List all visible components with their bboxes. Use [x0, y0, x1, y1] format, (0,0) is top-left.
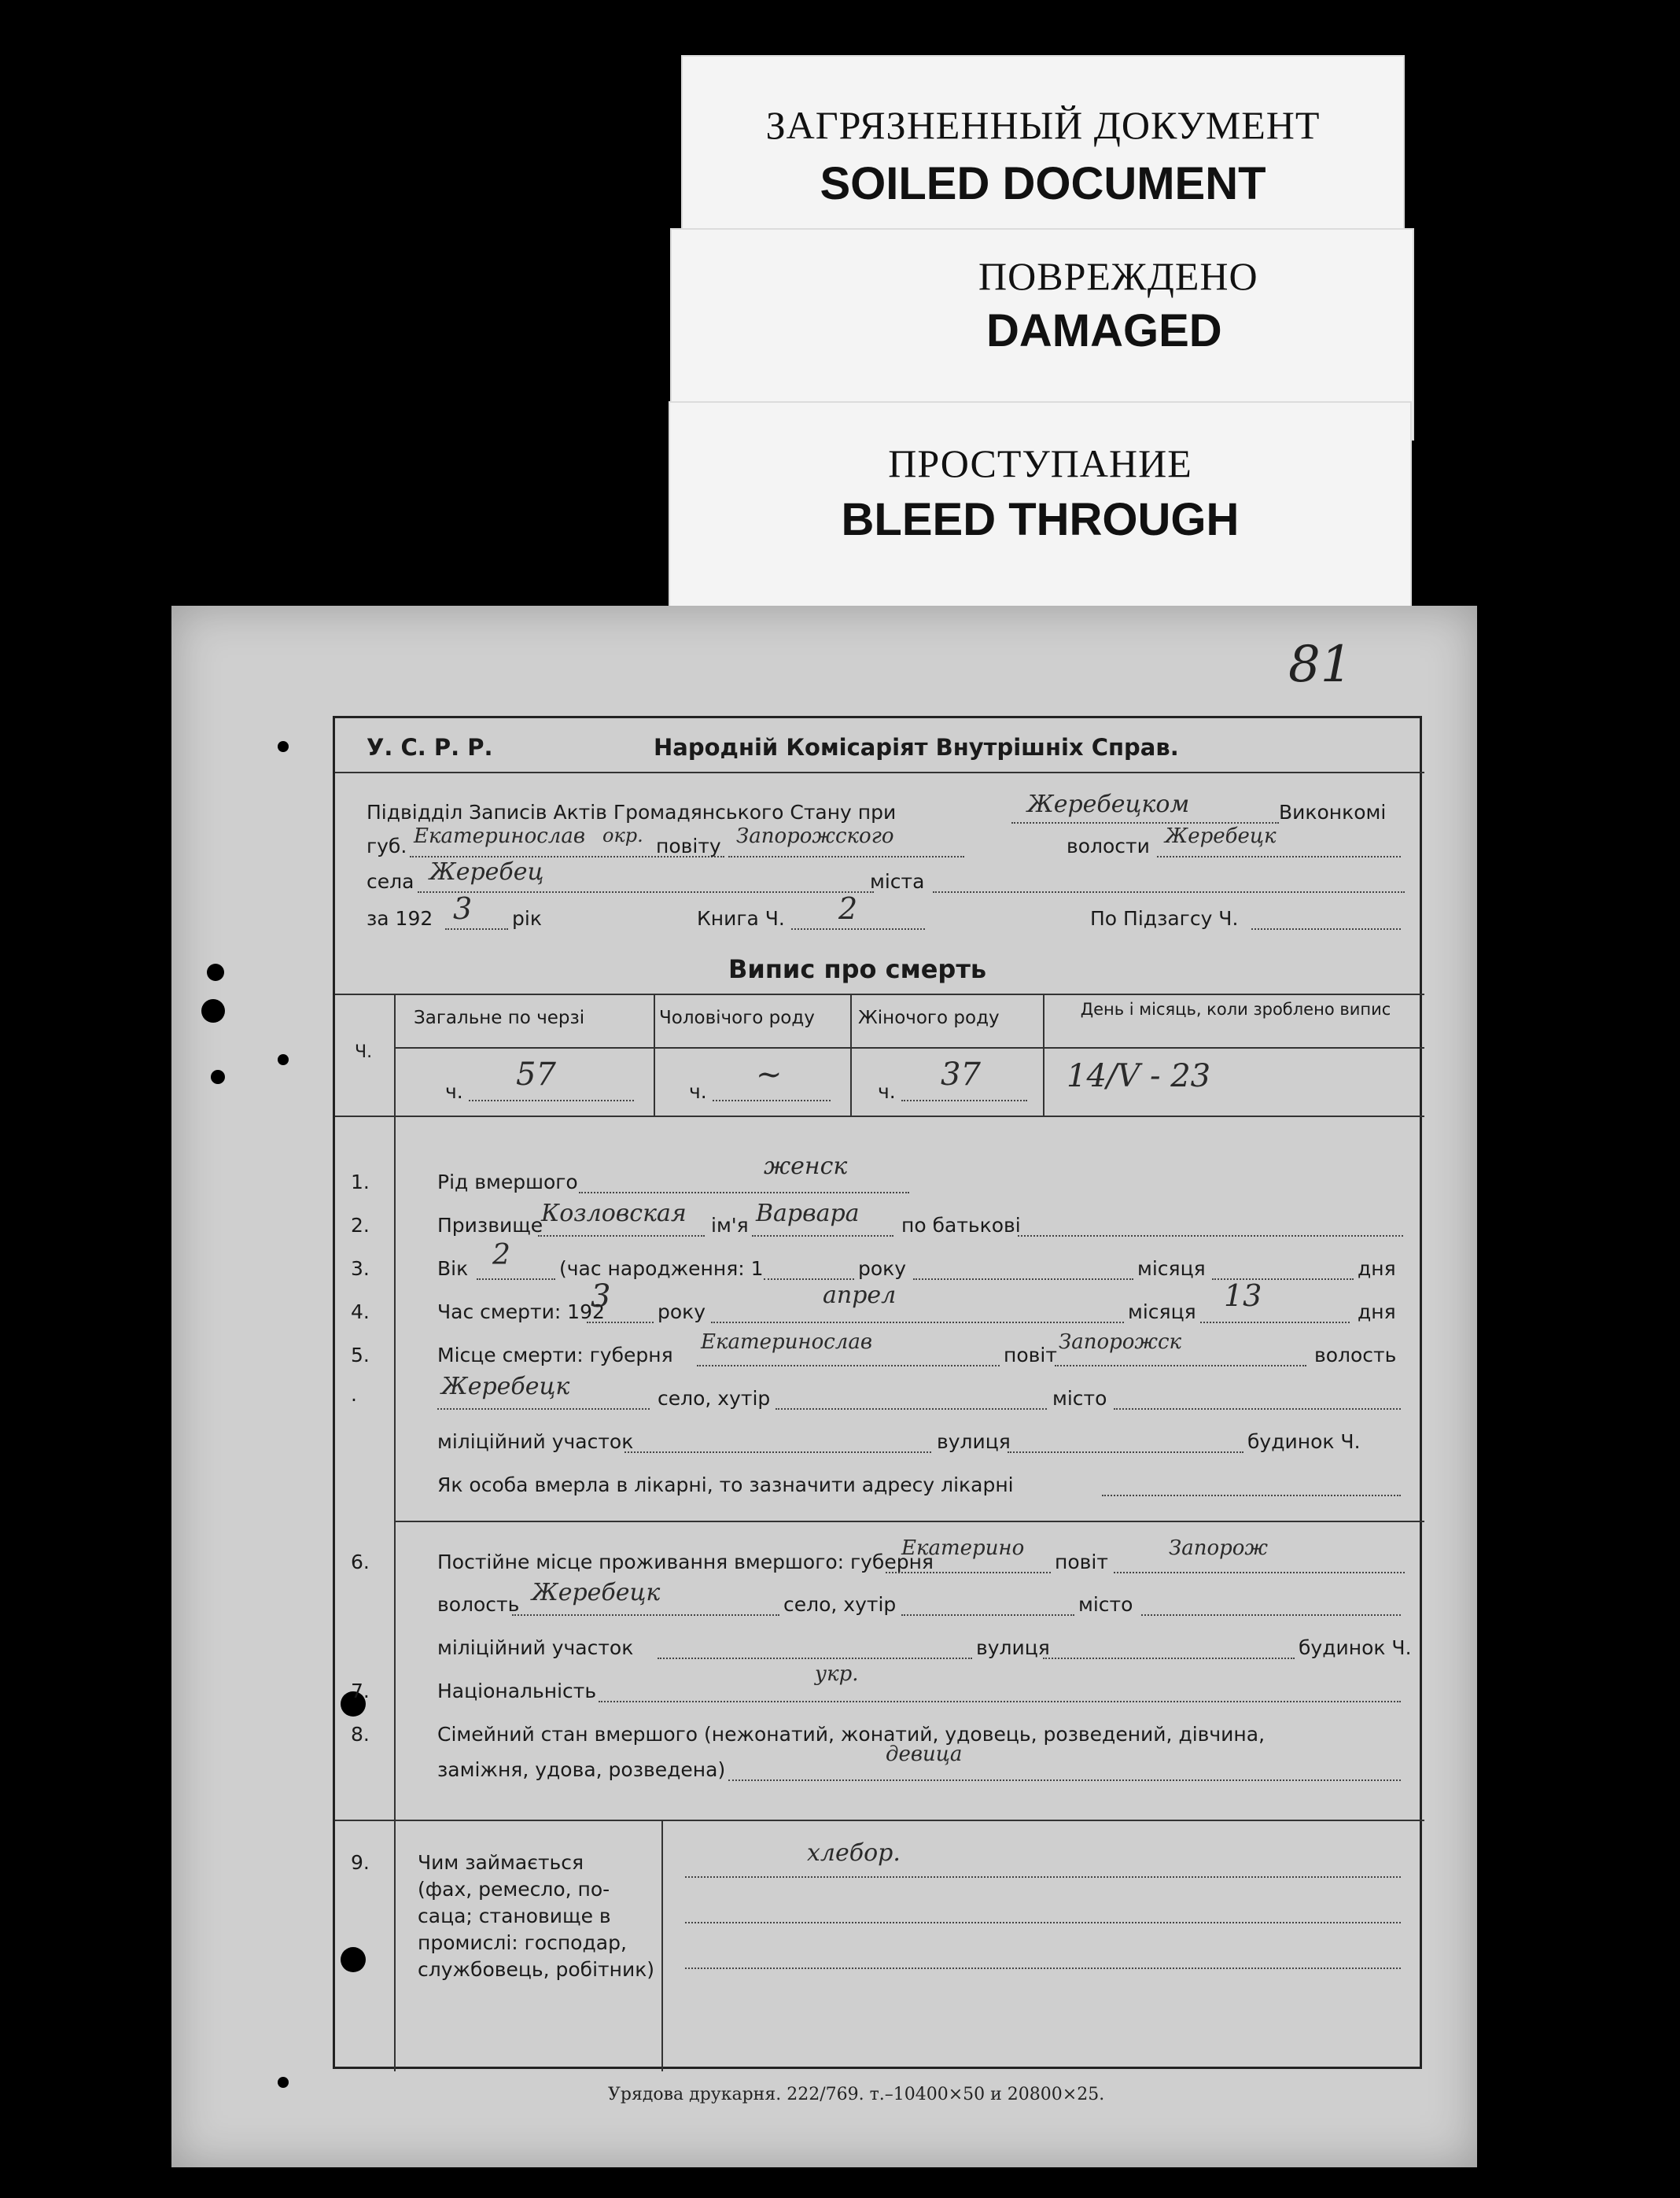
- printer-footer: Урядова друкарня. 222/769. т.–10400×50 и 20800×25.: [608, 2085, 1105, 2104]
- residence-village-label: село, хутір: [783, 1593, 897, 1616]
- marital-status-label: Сімейний стан вмершого (нежонатий, жонатий, удовець, розведений, дівчина,: [437, 1723, 1266, 1746]
- bleed-label-en: BLEED THROUGH: [841, 494, 1240, 545]
- death-place-povit-value: Запорожск: [1059, 1330, 1182, 1354]
- female-num-prefix: ч.: [878, 1080, 896, 1103]
- row-number: .: [351, 1383, 357, 1406]
- book-label: Книга Ч.: [697, 907, 785, 930]
- document-title: Випис про смерть: [728, 954, 987, 984]
- death-record-form: [333, 716, 1422, 2069]
- death-place-village-value: Жеребецк: [441, 1373, 570, 1400]
- birth-year-label: року: [858, 1257, 907, 1280]
- first-name-value: Варвара: [756, 1200, 860, 1227]
- death-place-label: Місце смерти: губерня: [437, 1344, 673, 1366]
- deceased-gender-label: Рід вмершого: [437, 1171, 578, 1193]
- row-number: 4.: [351, 1300, 370, 1323]
- damaged-label-en: DAMAGED: [986, 305, 1222, 356]
- residence-house-label: будинок Ч.: [1299, 1636, 1412, 1659]
- death-year-label: року: [658, 1300, 706, 1323]
- ministry-header: Народній Комісаріят Внутрішніх Справ.: [654, 734, 1179, 761]
- residence-povit-value: Запорож: [1169, 1536, 1268, 1560]
- subsection-label: По Підзагсу Ч.: [1090, 907, 1239, 930]
- marital-status-label-2: заміжня, удова, розведена): [437, 1758, 726, 1781]
- death-place-gub-value: Екатеринослав: [701, 1330, 872, 1354]
- residence-volost-value: Жеребецк: [532, 1579, 661, 1606]
- death-militia-label: міліційний участок: [437, 1430, 634, 1453]
- surname-value: Козловская: [541, 1200, 687, 1227]
- book-value: 2: [838, 891, 858, 926]
- office-value: Жеребецком: [1027, 791, 1190, 818]
- row-number: 8.: [351, 1723, 370, 1746]
- birth-day-label: дня: [1358, 1257, 1396, 1280]
- total-num-prefix: ч.: [445, 1080, 463, 1103]
- residence-povit-label: повіт: [1055, 1551, 1108, 1573]
- occupation-label-4: промислі: господар,: [418, 1931, 627, 1954]
- residence-militia-label: міліційний участок: [437, 1636, 634, 1659]
- age-label: Вік: [437, 1257, 469, 1280]
- occupation-value: хлебор.: [807, 1839, 901, 1867]
- nationality-value: укр.: [815, 1662, 859, 1686]
- row-number: 6.: [351, 1551, 370, 1573]
- volost-label: волости: [1067, 835, 1150, 857]
- soiled-label-en: SOILED DOCUMENT: [820, 158, 1266, 209]
- row-number: 1.: [351, 1171, 370, 1193]
- age-value: 2: [492, 1239, 510, 1271]
- death-day-label: дня: [1358, 1300, 1396, 1323]
- bleed-label-ru: ПРОСТУПАНИЕ: [888, 441, 1192, 485]
- residence-gub-value: Екатерино: [901, 1536, 1025, 1560]
- occupation-label-2: (фах, ремесло, по-: [418, 1878, 610, 1901]
- row-number: 5.: [351, 1344, 370, 1366]
- male-num-prefix: ч.: [689, 1080, 707, 1103]
- male-value: ~: [756, 1057, 783, 1093]
- row-number: 2.: [351, 1214, 370, 1237]
- first-name-label: ім'я: [711, 1214, 749, 1237]
- bleed-through-tag: [669, 401, 1412, 629]
- residence-label: Постійне місце проживання вмершого: губерня: [437, 1551, 934, 1573]
- total-value: 57: [516, 1057, 556, 1093]
- col-female-header: Жіночого роду: [858, 1008, 1000, 1028]
- punch-hole: [278, 741, 289, 752]
- death-month-label: місяця: [1128, 1300, 1196, 1323]
- residence-city-label: місто: [1078, 1593, 1133, 1616]
- occupation-label-5: службовець, робітник): [418, 1958, 655, 1981]
- col-male-header: Чоловічого роду: [659, 1008, 815, 1028]
- row-number: 7.: [351, 1680, 370, 1702]
- year-value: 3: [453, 891, 473, 926]
- death-place-volost-label: волость: [1314, 1344, 1397, 1366]
- death-day-value: 13: [1224, 1278, 1262, 1313]
- page-number: 81: [1288, 636, 1353, 694]
- birth-label: (час народження: 1: [559, 1257, 764, 1280]
- year-suffix: рік: [512, 907, 542, 930]
- marital-status-value: девица: [886, 1743, 963, 1766]
- female-value: 37: [941, 1057, 981, 1093]
- nationality-label: Національність: [437, 1680, 597, 1702]
- selo-value: Жеребец: [429, 858, 544, 886]
- occupation-label-3: саца; становище в: [418, 1905, 611, 1927]
- death-time-label: Час смерти: 192: [437, 1300, 605, 1323]
- volost-value: Жеребецк: [1165, 824, 1277, 848]
- row-number: 3.: [351, 1257, 370, 1280]
- col-total-header: Загальне по черзі: [414, 1008, 585, 1028]
- punch-hole: [278, 2077, 289, 2088]
- death-record-page: [171, 606, 1477, 2167]
- death-place-village-label: село, хутір: [658, 1387, 771, 1410]
- death-place-city-label: місто: [1052, 1387, 1107, 1410]
- punch-hole: [207, 964, 224, 981]
- gub-label: губ.: [367, 835, 407, 857]
- residence-street-label: вулиця: [976, 1636, 1050, 1659]
- year-label: за 192: [367, 907, 433, 930]
- punch-hole: [211, 1070, 225, 1084]
- row-number: 9.: [351, 1851, 370, 1874]
- deceased-gender-value: женск: [764, 1152, 848, 1180]
- punch-hole: [201, 999, 225, 1023]
- occupation-label-1: Чим займається: [418, 1851, 584, 1874]
- table-ch-label: Ч.: [355, 1042, 373, 1062]
- state-header: У. С. Р. Р.: [367, 734, 493, 761]
- date-value: 14/V - 23: [1067, 1058, 1211, 1094]
- povit-label: повіту: [656, 835, 721, 857]
- gub-value: Екатеринослав: [414, 824, 585, 848]
- okr-value: окр.: [602, 824, 643, 846]
- death-house-label: будинок Ч.: [1247, 1430, 1361, 1453]
- misto-label: міста: [870, 870, 925, 893]
- punch-hole: [278, 1054, 289, 1065]
- soiled-label-ru: ЗАГРЯЗНЕННЫЙ ДОКУМЕНТ: [765, 103, 1321, 147]
- death-year-value: 3: [591, 1278, 611, 1315]
- surname-label: Призвище: [437, 1214, 543, 1237]
- death-place-povit-label: повіт: [1004, 1344, 1057, 1366]
- office-label: Підвідділ Записів Актів Громадянського Стану при: [367, 801, 897, 824]
- death-street-label: вулиця: [937, 1430, 1011, 1453]
- damaged-label-ru: ПОВРЕЖДЕНО: [978, 254, 1258, 298]
- office-suffix: Виконкомі: [1279, 801, 1387, 824]
- col-date-header: День і місяць, коли зроблено випис: [1080, 1000, 1391, 1019]
- hospital-label: Як особа вмерла в лікарні, то зазначити адресу лікарні: [437, 1473, 1014, 1496]
- patronymic-label: по батькові: [901, 1214, 1021, 1237]
- death-month-value: апрел: [823, 1282, 897, 1309]
- selo-label: села: [367, 870, 414, 893]
- povit-value: Запорожского: [736, 824, 894, 848]
- birth-month-label: місяця: [1137, 1257, 1206, 1280]
- residence-volost-label: волость: [437, 1593, 520, 1616]
